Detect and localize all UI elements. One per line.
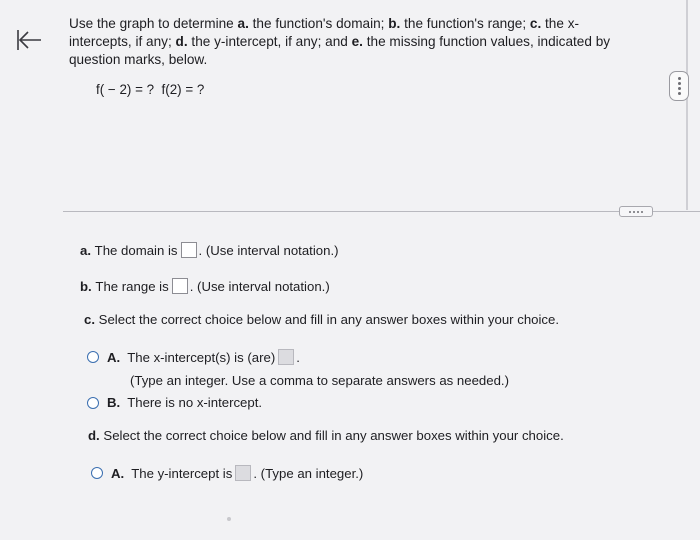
range-input[interactable] [172,278,188,294]
section-divider [63,211,700,212]
decorative-dot [227,517,231,521]
question-text: Use the graph to determine a. the function's domain; b. the function's range; c. the x-intercepts, if any; d. the y-intercept, if any; and e. the missing function values, indicated by question marks, below. [69,16,611,67]
part-b-row: b. The range is . (Use interval notation.) [80,278,330,294]
option-d-a-radio[interactable] [91,467,103,479]
x-intercept-hint: (Type an integer. Use a comma to separate answers as needed.) [130,373,509,388]
y-intercept-input[interactable] [235,465,251,481]
part-c-option-a[interactable]: A. The x-intercept(s) is (are) . [87,349,300,365]
part-d-option-a[interactable]: A. The y-intercept is . (Type an integer.) [91,465,363,481]
part-c-option-b[interactable]: B. There is no x-intercept. [87,395,262,410]
option-c-b-radio[interactable] [87,397,99,409]
expand-more-button[interactable] [619,206,653,217]
scroll-rail [686,0,688,210]
part-a-row: a. The domain is . (Use interval notation.) [80,242,339,258]
back-arrow-icon[interactable] [14,28,44,52]
option-c-a-radio[interactable] [87,351,99,363]
f-neg2-value: f( − 2) = ? [96,82,155,97]
f-2-value: f(2) = ? [161,82,205,97]
function-values [96,82,204,97]
x-intercept-input[interactable] [278,349,294,365]
part-d-prompt: d. Select the correct choice below and fill in any answer boxes within your choice. [88,428,564,443]
domain-input[interactable] [181,242,197,258]
part-c-prompt: c. Select the correct choice below and fill in any answer boxes within your choice. [84,312,560,327]
scroll-handle[interactable] [669,71,689,101]
